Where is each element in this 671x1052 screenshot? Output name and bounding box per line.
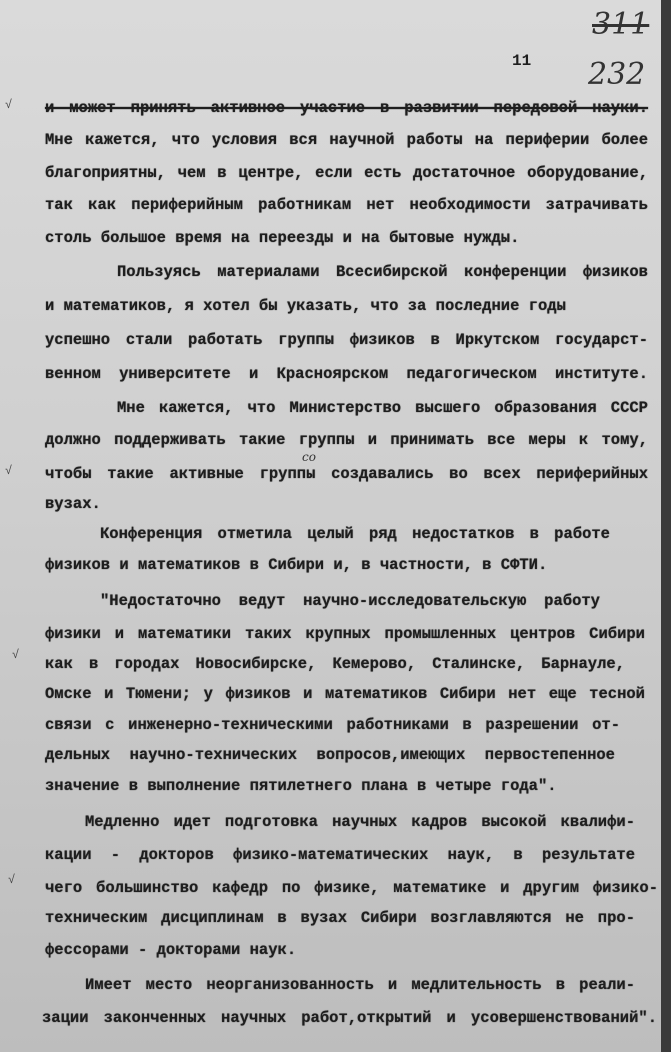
handwritten-correction: со	[302, 450, 316, 464]
text-line: должно поддерживать такие группы и принимать все меры к тому,	[45, 431, 648, 449]
archive-number: 232	[588, 57, 646, 92]
text-line: Мне кажется, что Министерство высшего образования СССР	[117, 399, 648, 417]
text-line: Медленно идет подготовка научных кадров высокой квалифи-	[85, 813, 635, 831]
text-line: чего большинство кафедр по физике, математике и другим физико-	[45, 879, 658, 897]
text-line: как в городах Новосибирске, Кемерово, Сталинске, Барнауле,	[45, 655, 625, 673]
text-line: физики и математики таких крупных промышленных центров Сибири	[45, 625, 645, 643]
text-line: благоприятны, чем в центре, если есть достаточное оборудование,	[45, 164, 648, 182]
text-line: кации - докторов физико-математических наук, в результате	[45, 846, 635, 864]
text-line: "Недостаточно ведут научно-исследовательскую работу	[100, 592, 600, 610]
text-line: техническим дисциплинам в вузах Сибири возглавляются не про-	[45, 909, 635, 927]
text-line: вузах.	[45, 495, 101, 513]
text-line: зации законченных научных работ,открытий и усовершенствований".	[42, 1009, 657, 1027]
text-line: значение в выполнение пятилетнего плана в четыре года".	[45, 777, 557, 795]
text-line: фессорами - докторами наук.	[45, 941, 297, 959]
margin-tick: √	[8, 873, 16, 887]
text-line: Пользуясь материалами Всесибирской конференции физиков	[117, 263, 648, 281]
text-line: Конференция отметила целый ряд недостатков в работе	[100, 525, 610, 543]
margin-tick: √	[12, 648, 20, 662]
text-line: так как периферийным работникам нет необходимости затрачивать	[45, 196, 648, 214]
text-line: Имеет место неорганизованность и медлительность в реали-	[85, 976, 635, 994]
margin-tick: √	[5, 98, 13, 112]
text-line: Омске и Тюмени; у физиков и математиков Сибири нет еще тесной	[45, 685, 645, 703]
text-line: столь большое время на переезды и на бытовые нужды.	[45, 229, 520, 247]
scan-edge	[661, 0, 671, 1052]
text-line: и математиков, я хотел бы указать, что за последние годы	[45, 297, 566, 315]
text-line: физиков и математиков в Сибири и, в частности, в СФТИ.	[45, 556, 548, 574]
text-line: венном университете и Красноярском педагогическом институте.	[45, 365, 648, 383]
page-number: 11	[512, 52, 532, 70]
text-line: связи с инженерно-техническими работниками в разрешении от-	[45, 716, 620, 734]
archive-number-struck: 311	[592, 7, 650, 42]
text-line: дельных научно-технических вопросов,имеющих первостепенное	[45, 746, 615, 764]
text-line: Мне кажется, что условия вся научной работы на периферии более	[45, 131, 648, 149]
text-line-struck: и может принять активное участие в развитии передовой науки.	[45, 99, 648, 117]
margin-tick: √	[5, 464, 13, 478]
text-line: успешно стали работать группы физиков в Иркутском государст-	[45, 331, 648, 349]
text-line: чтобы такие активные группы создавались во всех периферийных	[45, 465, 648, 483]
